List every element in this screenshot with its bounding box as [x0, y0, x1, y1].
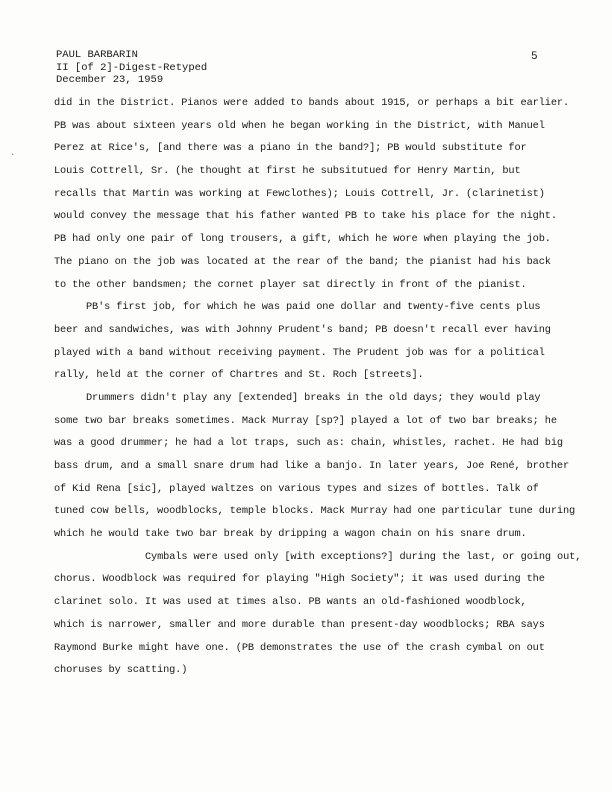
text-line: PB had only one pair of long trousers, a gift, which he wore when playing the job.	[54, 233, 551, 246]
text-line: PB was about sixteen years old when he began working in the District, with Manuel	[54, 119, 545, 132]
text-line: which is narrower, smaller and more durable than present-day woodblocks; RBA says	[54, 618, 545, 631]
text-line: Louis Cottrell, Sr. (he thought at first he subsitutued for Henry Martin, but	[54, 165, 521, 178]
text-line: which he would take two bar break by dripping a wagon chain on his snare drum.	[54, 528, 527, 541]
text-line: did in the District. Pianos were added to bands about 1915, or perhaps a bit earlier.	[54, 97, 570, 109]
text-line: recalls that Martin was working at Fewclothes); Louis Cottrell, Jr. (clarinetist)	[54, 187, 545, 200]
text-line: tuned cow bells, woodblocks, temple blocks. Mack Murray had one particular tune during	[54, 505, 576, 518]
document-subtitle: II [of 2]-Digest-Retyped	[56, 61, 208, 74]
text-line: Perez at Rice's, [and there was a piano in the band?]; PB would substitute for	[54, 142, 527, 155]
text-line: beer and sandwiches, was with Johnny Prudent's band; PB doesn't recall ever having	[54, 323, 551, 336]
text-line: rally, held at the corner of Chartres and St. Roch [streets].	[54, 369, 424, 382]
text-line: Cymbals were used only [with exceptions?] during the last, or going out,	[145, 550, 582, 563]
document-header	[56, 49, 207, 87]
text-line: bass drum, and a small snare drum had like a banjo. In later years, Joe René, brother	[54, 460, 570, 472]
text-line: PB's first job, for which he was paid one dollar and twenty-five cents plus	[86, 301, 541, 314]
interview-date: December 23, 1959	[56, 74, 164, 86]
text-line: was a good drummer; he had a lot traps, such as: chain, whistles, rachet. He had big	[54, 437, 563, 450]
interviewee-name: PAUL BARBARIN	[56, 49, 138, 61]
text-line: Drummers didn't play any [extended] breaks in the old days; they would play	[86, 391, 541, 404]
text-line: chorus. Woodblock was required for playing "High Society"; it was used during the	[54, 573, 545, 586]
text-line: Raymond Burke might have one. (PB demonstrates the use of the crash cymbal on out	[54, 641, 545, 654]
text-line: some two bar breaks sometimes. Mack Murray [sp?] played a lot of two bar breaks; he	[54, 414, 557, 427]
scan-speck-mark: ·	[10, 150, 16, 160]
text-line: of Kid Rena [sic], played waltzes on various types and sizes of bottles. Talk of	[54, 482, 539, 495]
text-line: would convey the message that his father wanted PB to take his place for the night.	[54, 210, 557, 223]
text-line: choruses by scatting.)	[54, 664, 188, 677]
transcript-body	[54, 92, 582, 682]
text-line: clarinet solo. It was used at times also. PB wants an old-fashioned woodblock,	[54, 596, 527, 609]
page-number: 5	[531, 51, 538, 63]
text-line: to the other bandsmen; the cornet player sat directly in front of the pianist.	[54, 278, 527, 291]
text-line: The piano on the job was located at the rear of the band; the pianist had his back	[54, 255, 551, 268]
text-line: played with a band without receiving payment. The Prudent job was for a political	[54, 346, 545, 359]
